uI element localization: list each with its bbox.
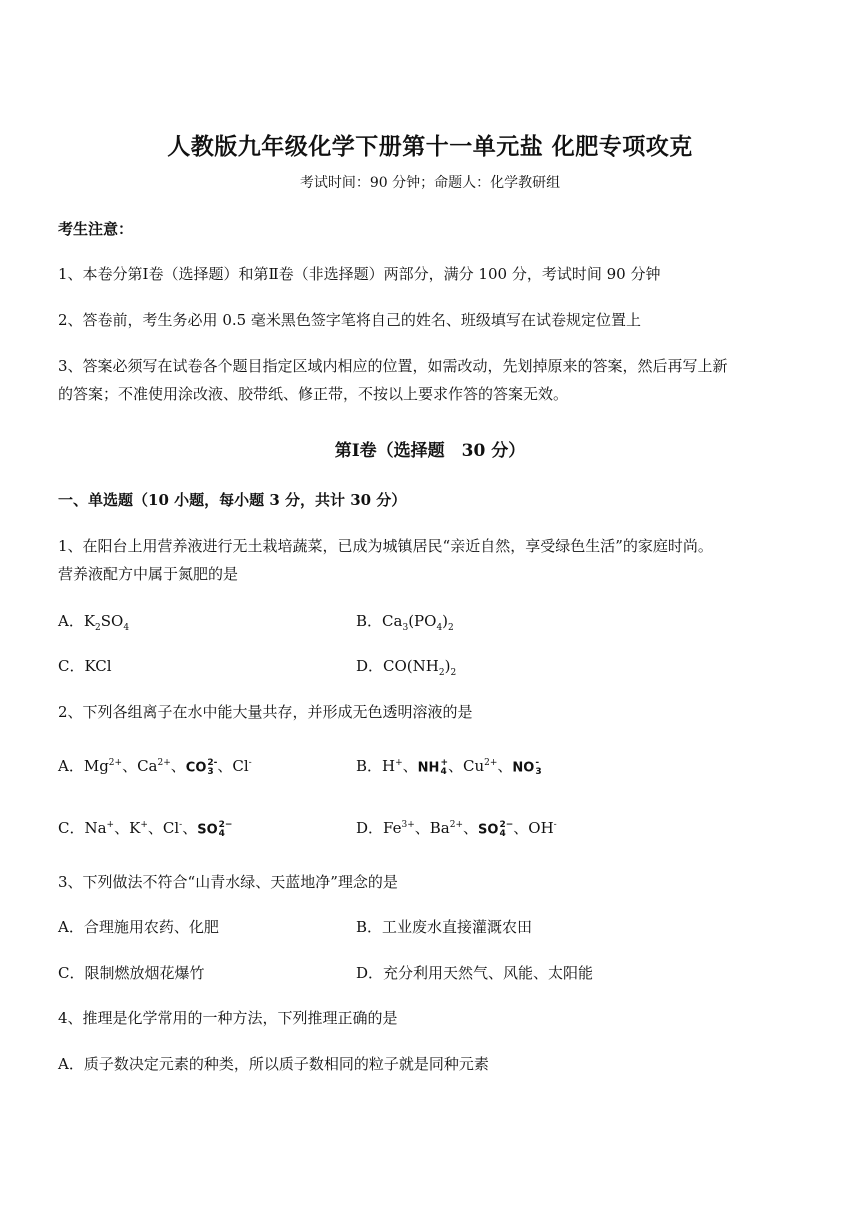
q2-option-c[interactable]: C．Na+、K+、Cl-、SO 2− 4 [58,819,233,839]
notice-heading: 考生注意： [58,220,134,238]
q1-option-d[interactable]: D．$CO(NH_2)_2$ [356,657,457,678]
page-title: 人教版九年级化学下册第十一单元盐 化肥专项攻克 [167,133,693,160]
notice-item-3-cont: 的答案；不准使用涂改液、胶带纸、修正带，不按以上要求作答的答案无效。 [58,385,569,403]
q3-option-c[interactable]: C．限制燃放烟花爆竹 [58,964,205,982]
notice-item-3: 3、答案必须写在试卷各个题目指定区域内相应的位置，如需改动，先划掉原来的答案，然后再写上新 [58,357,728,375]
q2-option-d[interactable]: D．$Fe^{3+}$、$Ba^{2+}$、SO 2− 4 、OH- [356,819,557,839]
q3-option-a[interactable]: A．合理施用农药、化肥 [58,918,219,936]
q1-option-c[interactable]: C．KCl [58,657,112,675]
notice-item-1: 1、本卷分第Ⅰ卷（选择题）和第Ⅱ卷（非选择题）两部分，满分 100 分，考试时间 90 分钟 [58,265,661,283]
nitrate-ion: NO - 3 [512,757,542,777]
q3-option-b[interactable]: B．工业废水直接灌溉农田 [356,918,533,936]
question-2-stem: 2、下列各组离子在水中能大量共存，并形成无色透明溶液的是 [58,703,473,721]
carbonate-ion: CO 2- 3 [185,757,218,777]
ammonium-ion: NH + 4 [417,757,448,777]
question-1-stem: 1、在阳台上用营养液进行无土栽培蔬菜，已成为城镇居民“亲近自然，享受绿色生活”的家庭时尚。 [58,537,713,555]
exam-info: 考试时间：90 分钟；命题人：化学教研组 [299,175,561,191]
section-title: 第Ⅰ卷（选择题 30 分） [334,441,526,461]
notice-item-2: 2、答卷前，考生务必用 0.5 毫米黑色签字笔将自己的姓名、班级填写在试卷规定位置上 [58,311,641,329]
q3-option-d[interactable]: D．充分利用天然气、风能、太阳能 [356,964,594,982]
sulfate-ion: SO 2− 4 [478,819,514,839]
part-heading: 一、单选题（10 小题，每小题 3 分，共计 30 分） [58,491,407,509]
q2-option-b[interactable]: B．H+、NH + 4 、$Cu^{2+}$、NO - 3 [356,757,542,777]
q1-option-b[interactable]: B．$Ca_3(PO_4)_2$ [356,612,454,633]
question-1-stem-cont: 营养液配方中属于氮肥的是 [58,565,239,583]
q2-option-a[interactable]: A．$Mg^{2+}$、$Ca^{2+}$、CO 2- 3 、Cl- [58,757,252,777]
q1-option-a[interactable]: A．$K_2SO_4$ [58,612,130,633]
q4-option-a[interactable]: A．质子数决定元素的种类，所以质子数相同的粒子就是同种元素 [58,1055,489,1073]
sulfate-ion: SO 2− 4 [197,819,233,839]
question-4-stem: 4、推理是化学常用的一种方法，下列推理正确的是 [58,1009,398,1027]
question-3-stem: 3、下列做法不符合“山青水绿、天蓝地净”理念的是 [58,873,398,891]
